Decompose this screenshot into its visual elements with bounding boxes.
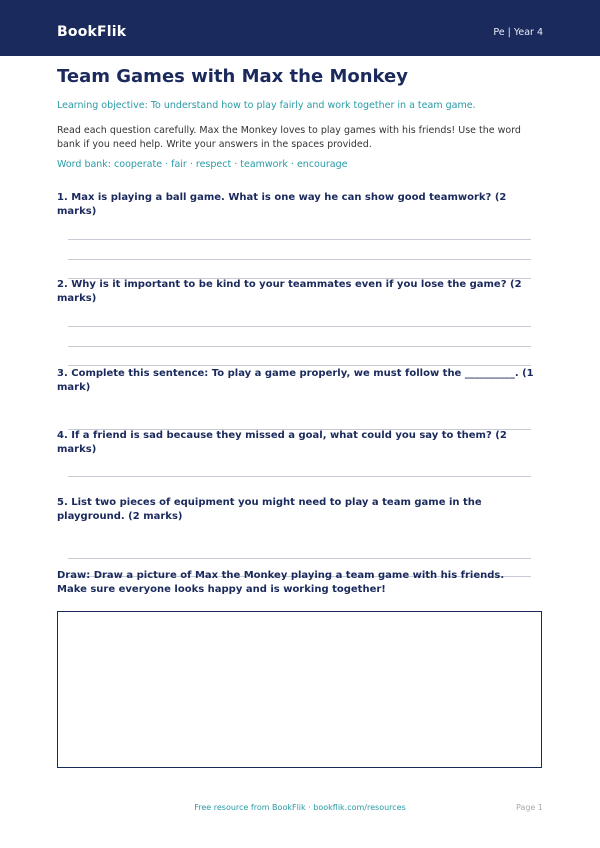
answer-line[interactable] — [68, 239, 531, 240]
page-title: Team Games with Max the Monkey — [57, 66, 408, 87]
draw-instruction: Draw: Draw a picture of Max the Monkey playing a team game with his friends. Make sure everyone looks happy and is working together! — [57, 570, 505, 595]
answer-line[interactable] — [68, 476, 531, 477]
header-bar — [0, 0, 600, 56]
question-3: 3. Complete this sentence: To play a game properly, we must follow the __________. (1 mark) — [57, 368, 534, 393]
drawing-box[interactable] — [57, 611, 542, 768]
answer-line[interactable] — [68, 259, 531, 260]
subject-year: Pe | Year 4 — [493, 27, 543, 38]
brand-logo[interactable]: BookFlik — [57, 24, 127, 40]
question-2: 2. Why is it important to be kind to your teammates even if you lose the game? (2 marks) — [57, 279, 522, 304]
question-4: 4. If a friend is sad because they missed a goal, what could you say to them? (2 marks) — [57, 430, 507, 455]
word-bank: Word bank: cooperate · fair · respect · teamwork · encourage — [57, 159, 348, 170]
answer-line[interactable] — [68, 346, 531, 347]
answer-line[interactable] — [68, 558, 531, 559]
question-1: 1. Max is playing a ball game. What is one way he can show good teamwork? (2 marks) — [57, 192, 507, 217]
answer-line[interactable] — [68, 365, 531, 366]
learning-objective: Learning objective: To understand how to play fairly and work together in a team game. — [57, 100, 476, 111]
footer-text[interactable]: Free resource from BookFlik · bookflik.com/resources — [194, 803, 406, 812]
instructions: Read each question carefully. Max the Monkey loves to play games with his friends! Use the word bank if you need help. Write your answers in the spaces provided. — [57, 125, 521, 150]
question-5: 5. List two pieces of equipment you might need to play a team game in the playground. (2 marks) — [57, 497, 482, 522]
page-number: Page 1 — [516, 803, 543, 812]
answer-line[interactable] — [68, 326, 531, 327]
